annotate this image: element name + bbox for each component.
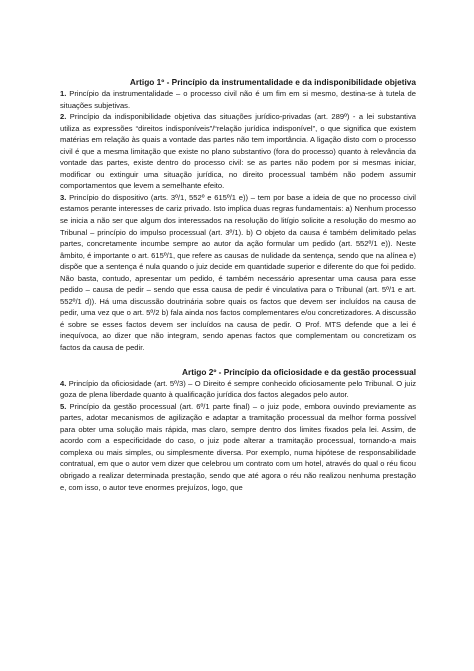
paragraph-item-1: [60, 88, 416, 111]
item-number: 4.: [60, 378, 67, 388]
item-text: Princípio da instrumentalidade – o processo civil não é um fim em si mesmo, destina-se à tutela de situações subjetivas.: [60, 89, 416, 110]
paragraph-item-5: [60, 401, 416, 493]
item-number: 3.: [60, 192, 67, 202]
item-number: 2.: [60, 112, 67, 122]
item-text: Princípio do dispositivo (arts. 3º/1, 552º e 615º/1 e)) – tem por base a ideia de que no processo civil estamos perante interesses de cariz privado. Isto implica duas regras fundamentais: a) Nenhum processo se inicia a não ser que algum dos interessados na resolução do litígio solicite a resolução do mesmo ao Tribunal – princípio do impulso processual (art. 3º/1). b) O objeto da causa é também delimitado pelas partes, concretamente incumbe sempre ao autor da ação formular um pedido (art. 552º/1 e)). Neste âmbito, é importante o art. 615º/1, que refere as causas de nulidade da sentença, sendo que na alínea e) dispõe que a sentença é nula quando o juiz decide em quantidade superior e diferente do que foi pedido. Não basta, contudo, apresentar um pedido, é também necessário apresentar uma causa para esse pedido – causa de pedir – sendo que essa causa de pedir é vinculativa para o Tribunal (art. 5º/1 e art. 552º/1 d)). Há uma discussão doutrinária sobre quais os factos que devem ser incluídos na causa de pedir, uma vez que o art. 5º/2 b) fala ainda nos factos complementares e/ou concretizadores. A discussão é sobre se esses factos devem ser incluídos na causa de pedir. O Prof. MTS defende que a lei é inequívoca, ao dizer que não integram, sendo apenas factos que complementam ou concretizam os factos da causa de pedir.: [60, 192, 416, 353]
paragraph-item-4: [60, 378, 416, 401]
item-text: Princípio da oficiosidade (art. 5º/3) – O Direito é sempre conhecido oficiosamente pelo Tribunal. O juiz goza de plena liberdade quanto à qualificação jurídica dos factos alegados pelo autor.: [60, 378, 416, 400]
paragraph-item-3: [60, 192, 416, 354]
document-body: [60, 76, 416, 493]
article-2-heading: Artigo 2º - Princípio da oficiosidade e da gestão processual: [181, 366, 416, 377]
item-number: 1.: [60, 89, 67, 98]
item-number: 5.: [60, 401, 67, 411]
item-text: Princípio da indisponibilidade objetiva das situações jurídico-privadas (art. 289º) - a lei substantiva utiliza as expressões “direitos indisponíveis”/“relação jurídica indisponível”, o que significa que existem matérias em relação às quais a vontade das partes não tem importância. A ligação disto com o processo civil é que a mesma limitação que existe no plano substantivo (fora do processo) quanto à relevância da vontade das partes, existe dentro do processo civil: se as partes não podem por si mesmas iniciar, modificar ou extinguir uma situação jurídica, no direito processual também não podem assumir comportamentos que levem a semelhante efeito.: [60, 112, 416, 191]
item-text: Princípio da gestão processual (art. 6º/1 parte final) – o juiz pode, embora ouvindo previamente as partes, adotar mecanismos de agilização e adaptar a tramitação processual da melhor forma possível para obter uma solução mais rápida, mas claro, sempre dentro dos limites fixados pela lei. Assim, de acordo com a especificidade do caso, o juiz pode alterar a tramitação processual, tornando-a mais complexa ou mais simples, ou simplesmente diversa. Por exemplo, numa hipótese de responsabilidade contratual, em que o autor vem dizer que celebrou um contrato com um hotel, através do qual o réu ficou obrigado a realizar determinada prestação, sendo que até agora o réu não realizou nenhuma prestação e, com isso, o autor teve enormes prejuízos, logo, que: [60, 401, 416, 492]
article-1-heading: Artigo 1º - Princípio da instrumentalidade e da indisponibilidade objetiva: [129, 77, 416, 87]
paragraph-item-2: [60, 111, 416, 192]
